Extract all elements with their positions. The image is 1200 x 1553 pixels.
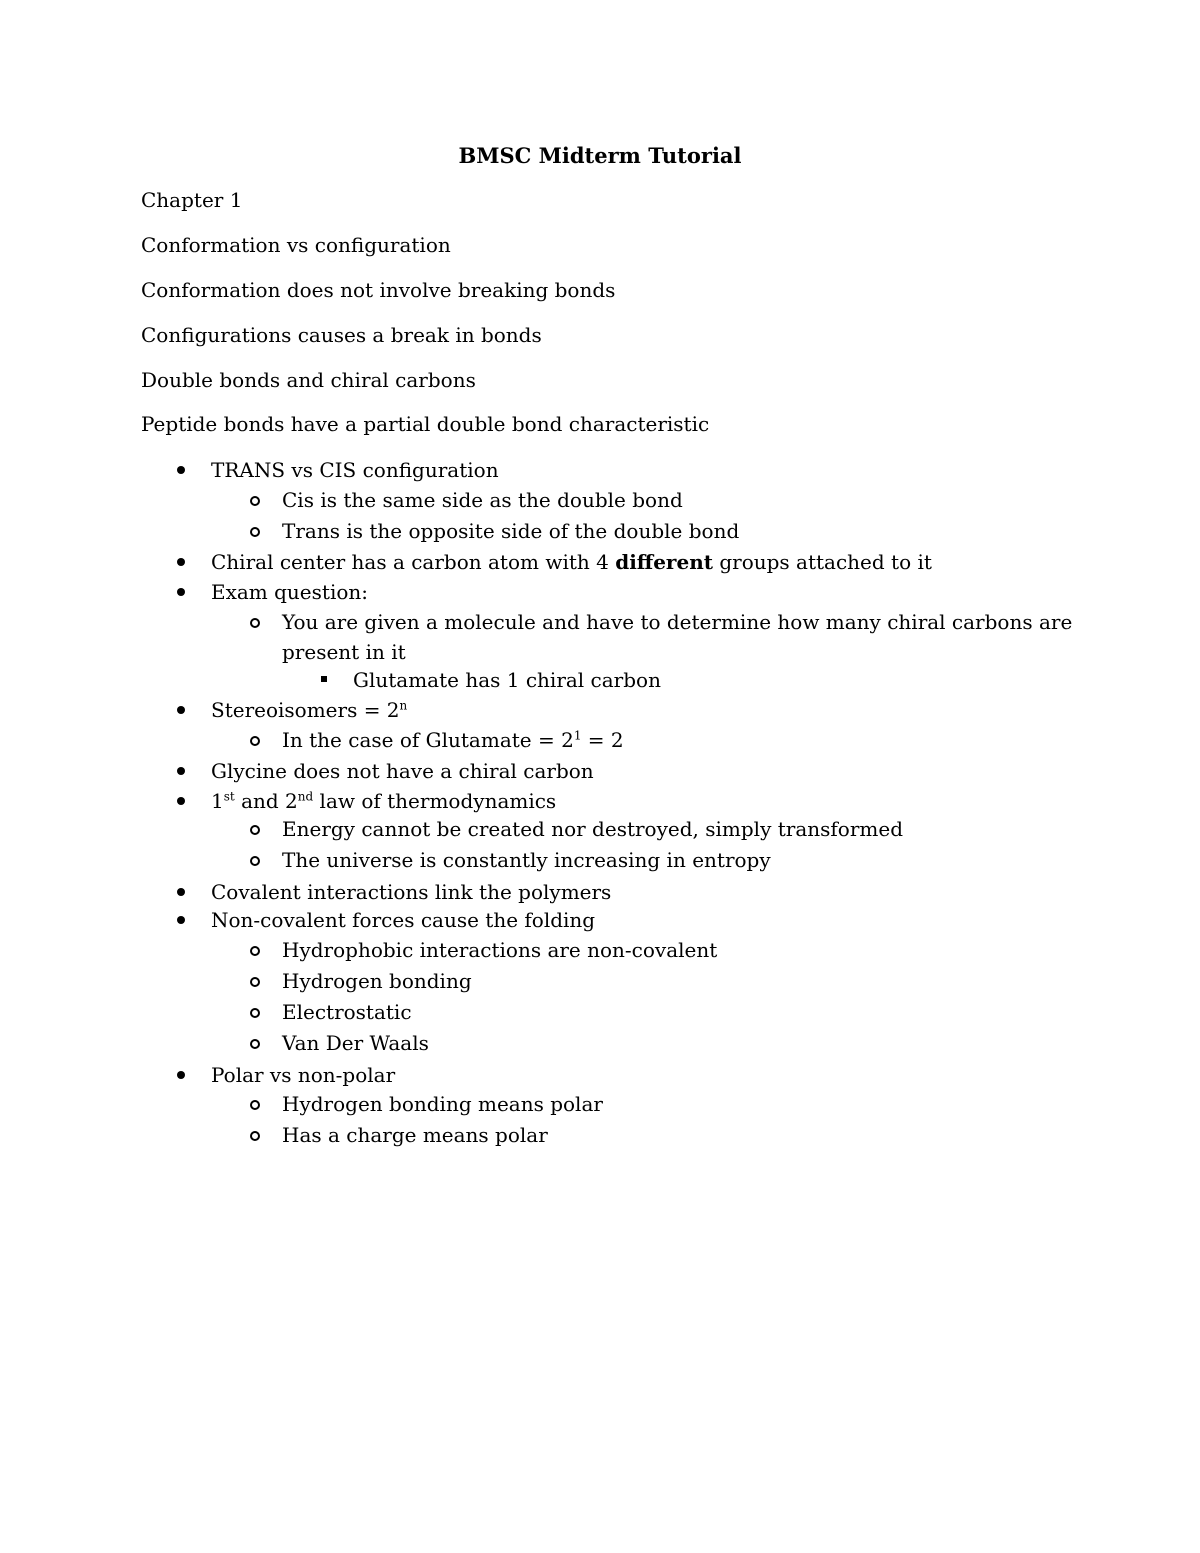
list-item-text: In the case of Glutamate = 2 xyxy=(282,728,574,752)
list-item-text: Stereoisomers = 2 xyxy=(211,698,400,722)
bullet-dot-icon xyxy=(177,558,185,566)
list-item-text: and 2 xyxy=(234,789,298,813)
bullet-dot-icon xyxy=(177,588,185,596)
bullet-ring-icon xyxy=(250,527,260,537)
bullet-dot-icon xyxy=(177,1071,185,1079)
bullet-dot-icon xyxy=(177,797,185,805)
paragraph-double-bonds: Double bonds and chiral carbons xyxy=(141,368,476,392)
list-item xyxy=(211,696,407,724)
list-item-continuation: present in it xyxy=(282,640,406,664)
list-item: Cis is the same side as the double bond xyxy=(282,488,683,512)
bullet-dot-icon xyxy=(177,888,185,896)
bullet-ring-icon xyxy=(250,736,260,746)
paragraph-peptide-bonds: Peptide bonds have a partial double bond characteristic xyxy=(141,412,710,436)
bullet-ring-icon xyxy=(250,825,260,835)
paragraph-conformation-bonds: Conformation does not involve breaking bonds xyxy=(141,278,616,302)
list-item: Glutamate has 1 chiral carbon xyxy=(353,668,661,692)
bullet-ring-icon xyxy=(250,496,260,506)
list-item: Non-covalent forces cause the folding xyxy=(211,908,596,932)
list-item: Van Der Waals xyxy=(282,1031,429,1055)
bullet-ring-icon xyxy=(250,1131,260,1141)
bullet-dot-icon xyxy=(177,706,185,714)
list-item: Energy cannot be created nor destroyed, simply transformed xyxy=(282,817,903,841)
superscript: st xyxy=(223,789,235,804)
bullet-ring-icon xyxy=(250,856,260,866)
bullet-square-icon xyxy=(321,676,327,682)
superscript: nd xyxy=(297,789,314,804)
list-item-text: = 2 xyxy=(581,728,624,752)
list-item: The universe is constantly increasing in entropy xyxy=(282,848,771,872)
list-item xyxy=(282,726,624,754)
list-item xyxy=(211,787,556,815)
bullet-ring-icon xyxy=(250,618,260,628)
list-item: Polar vs non-polar xyxy=(211,1063,396,1087)
bullet-dot-icon xyxy=(177,767,185,775)
bullet-ring-icon xyxy=(250,1039,260,1049)
document-title: BMSC Midterm Tutorial xyxy=(458,143,742,168)
list-item: Electrostatic xyxy=(282,1000,412,1024)
list-item: TRANS vs CIS configuration xyxy=(211,458,499,482)
bullet-ring-icon xyxy=(250,946,260,956)
list-item-text: 1 xyxy=(211,789,224,813)
list-item: Hydrogen bonding means polar xyxy=(282,1092,603,1116)
list-item-text: groups attached to it xyxy=(712,550,932,574)
list-item: Hydrophobic interactions are non-covalent xyxy=(282,938,718,962)
list-item: Glycine does not have a chiral carbon xyxy=(211,759,594,783)
list-item xyxy=(211,548,932,576)
bullet-ring-icon xyxy=(250,1100,260,1110)
bullet-ring-icon xyxy=(250,977,260,987)
list-item-text: law of thermodynamics xyxy=(313,789,557,813)
list-item: You are given a molecule and have to determine how many chiral carbons are xyxy=(282,610,1073,634)
bullet-dot-icon xyxy=(177,466,185,474)
list-item-text: Chiral center has a carbon atom with 4 xyxy=(211,550,616,574)
bullet-dot-icon xyxy=(177,916,185,924)
emphasis-text: different xyxy=(615,550,713,574)
bullet-ring-icon xyxy=(250,1008,260,1018)
paragraph-configurations-break: Configurations causes a break in bonds xyxy=(141,323,542,347)
list-item: Exam question: xyxy=(211,580,369,604)
list-item: Trans is the opposite side of the double bond xyxy=(282,519,740,543)
paragraph-conformation-vs-configuration: Conformation vs configuration xyxy=(141,233,451,257)
list-item: Covalent interactions link the polymers xyxy=(211,880,612,904)
list-item: Hydrogen bonding xyxy=(282,969,472,993)
paragraph-chapter: Chapter 1 xyxy=(141,188,243,212)
list-item: Has a charge means polar xyxy=(282,1123,548,1147)
superscript: 1 xyxy=(573,728,582,743)
superscript: n xyxy=(399,698,408,713)
